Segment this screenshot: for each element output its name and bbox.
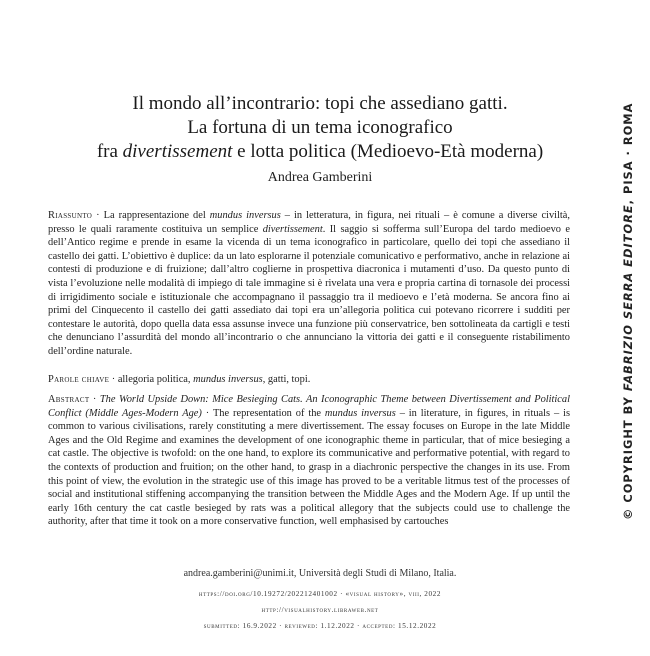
journal-url: http://visualhistory.libraweb.net — [261, 606, 379, 614]
article-title — [60, 92, 580, 164]
title-italic-term: divertissement — [122, 141, 233, 162]
abstract-english-title: The World Upside Down: Mice Besieging Cats. An Iconographic Theme between Divertissement and Political Conflict (Middle Ages-Modern Age) — [48, 394, 571, 419]
title-line-1: Il mondo all’incontrario: topi che assediano gatti. — [132, 93, 508, 114]
keywords-line: Parole chiave · allegoria politica, mundus inversus, gatti, topi. — [48, 374, 311, 385]
abstract-paragraph: Abstract · The World Upside Down: Mice Besieging Cats. An Iconographic Theme between Divertissement and Political Conflict (Middle Ages-Modern Age) · The representation of the mundus inversus – in literature, in figures, in rituals – is common to various civilisations, rarely constituting a mere divertissement. The essay focuses on Europe in the late Middle Ages and the Old Regime and examines the development of one iconographic theme in particular, that of mice besieging a cat castle. The objective is twofold: on the one hand, to explore its communicative and performative potential, with regard to the contexts of production and fruition; on the other hand, to grasp in a diachronic perspective the changes in its use. From this point of view, the evolution in the strategic use of this image has proved to be a veritable litmus test of the processes of social and institutional stiffening accompanying the transition between the Middle Ages and the Modern Age. If up until the early 16th century the cat castle besieged by rats was a political allegory that the subjects could use to challenge the authority, after that time it took on a more conservative function, well emphasised by cartouches — [48, 394, 571, 528]
author-name: Andrea Gamberini — [267, 170, 373, 185]
author-email-affiliation: andrea.gamberini@unimi.it, Università degli Studi di Milano, Italia. — [183, 568, 457, 579]
riassunto-paragraph: Riassunto · La rappresentazione del mundus inversus – in letteratura, in figura, nei rituali – è comune a diverse civiltà, presso le quali raramente costituiva un semplice divertissement. Il saggio si sofferma sull’Europa del tardo medioevo e dell’Antico regime e prende in esame la vicenda di un tema iconografico in particolare, quello dei topi che assediano il castello dei gatti. L’obiettivo è duplice: da un lato esplorarne il potenziale comunicativo e performativo, anche in relazione ai contesti di produzione e di fruizione; dall’altro coglierne in prospettiva diacronica i mutamenti d’uso. Da questo punto di vista l’evoluzione nelle modalità di impiego di tale immagine si è rivelata una vera e propria cartina di tornasole dei processi di irrigidimento sociale e istituzionale che accompagnano il passaggio tra il medioevo e l’età moderna. Se ancora fino ai primi del Cinquecento il castello dei gatti assediato dai topi era un’allegoria politica cui potevano ricorrere i sudditi per contestare le autorità, dopo quella data essa assunse invece una funzione più conservatrice, ben sottolineata da cartigli e testi che denunciano l’assurdità del mondo all’incontrario o che annunciano la vittoria dei gatti e il conseguente ristabilimento dell’ordine naturale. — [48, 210, 571, 357]
riassunto-label: Riassunto — [48, 210, 93, 221]
doi-line: https://doi.org/10.19272/202212401002 · «visual history», viii, 2022 — [198, 590, 442, 598]
title-line-2: La fortuna di un tema iconografico — [187, 117, 453, 138]
keywords-label: Parole chiave — [48, 374, 110, 385]
copyright-notice: © COPYRIGHT BY FABRIZIO SERRA EDITORE, PISA · ROMA — [621, 102, 635, 520]
submission-dates: submitted: 16.9.2022 · reviewed: 1.12.2022 · accepted: 15.12.2022 — [203, 622, 437, 630]
abstract-label: Abstract — [48, 394, 90, 405]
title-line-3: fra divertissement e lotta politica (Medioevo-Età moderna) — [96, 141, 544, 162]
